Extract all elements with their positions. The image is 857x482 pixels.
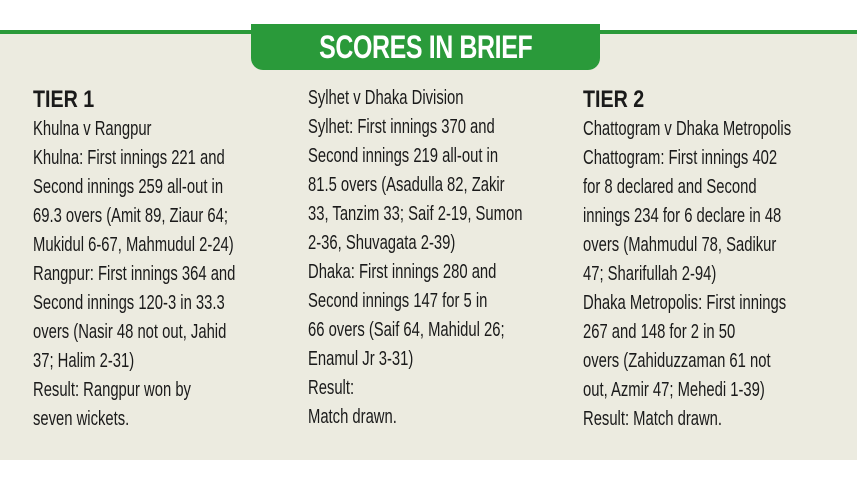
- tier2-line: Chattogram v Dhaka Metropolis: [583, 118, 792, 140]
- tier2-line: 267 and 148 for 2 in 50: [583, 321, 736, 343]
- tier1-line: Second innings 259 all-out in: [33, 176, 224, 198]
- middle-line: Dhaka: First innings 280 and: [308, 261, 497, 283]
- tier1-line: 37; Halim 2-31): [33, 350, 135, 372]
- tier2-line: innings 234 for 6 declare in 48: [583, 205, 782, 227]
- tier2-line: for 8 declared and Second: [583, 176, 757, 198]
- tier1-line: Second innings 120-3 in 33.3: [33, 292, 225, 314]
- scores-banner: [251, 24, 600, 70]
- tier1-line: overs (Nasir 48 not out, Jahid: [33, 321, 227, 343]
- middle-line: 33, Tanzim 33; Saif 2-19, Sumon: [308, 203, 523, 225]
- tier2-line: Dhaka Metropolis: First innings: [583, 292, 787, 314]
- middle-column: [308, 84, 570, 432]
- tier2-column: [583, 84, 853, 434]
- middle-line: Second innings 219 all-out in: [308, 145, 499, 167]
- tier2-line: out, Azmir 47; Mehedi 1-39): [583, 379, 765, 401]
- middle-line: Enamul Jr 3-31): [308, 348, 414, 370]
- middle-line: Second innings 147 for 5 in: [308, 290, 488, 312]
- tier1-heading: TIER 1: [33, 86, 95, 113]
- middle-line: 81.5 overs (Asadulla 82, Zakir: [308, 174, 505, 196]
- middle-line: Result:: [308, 377, 355, 399]
- tier1-column: [33, 84, 288, 434]
- middle-line: 2-36, Shuvagata 2-39): [308, 232, 456, 254]
- middle-line: Sylhet: First innings 370 and: [308, 116, 495, 138]
- tier1-line: seven wickets.: [33, 408, 130, 430]
- tier1-line: Khulna v Rangpur: [33, 118, 152, 140]
- tier1-line: Mukidul 6-67, Mahmudul 2-24): [33, 234, 234, 256]
- middle-line: 66 overs (Saif 64, Mahidul 26;: [308, 319, 505, 341]
- tier2-heading: TIER 2: [583, 86, 645, 113]
- middle-line: Match drawn.: [308, 406, 397, 428]
- tier1-line: Rangpur: First innings 364 and: [33, 263, 236, 285]
- tier1-line: 69.3 overs (Amit 89, Ziaur 64;: [33, 205, 228, 227]
- tier1-line: Result: Rangpur won by: [33, 379, 191, 401]
- tier2-line: Chattogram: First innings 402: [583, 147, 778, 169]
- middle-line: Sylhet v Dhaka Division: [308, 87, 464, 109]
- tier2-line: overs (Zahiduzzaman 61 not: [583, 350, 771, 372]
- tier2-line: overs (Mahmudul 78, Sadikur: [583, 234, 777, 256]
- tier2-line: Result: Match drawn.: [583, 408, 723, 430]
- tier1-line: Khulna: First innings 221 and: [33, 147, 225, 169]
- banner-title: SCORES IN BRIEF: [318, 28, 533, 65]
- tier2-line: 47; Sharifullah 2-94): [583, 263, 717, 285]
